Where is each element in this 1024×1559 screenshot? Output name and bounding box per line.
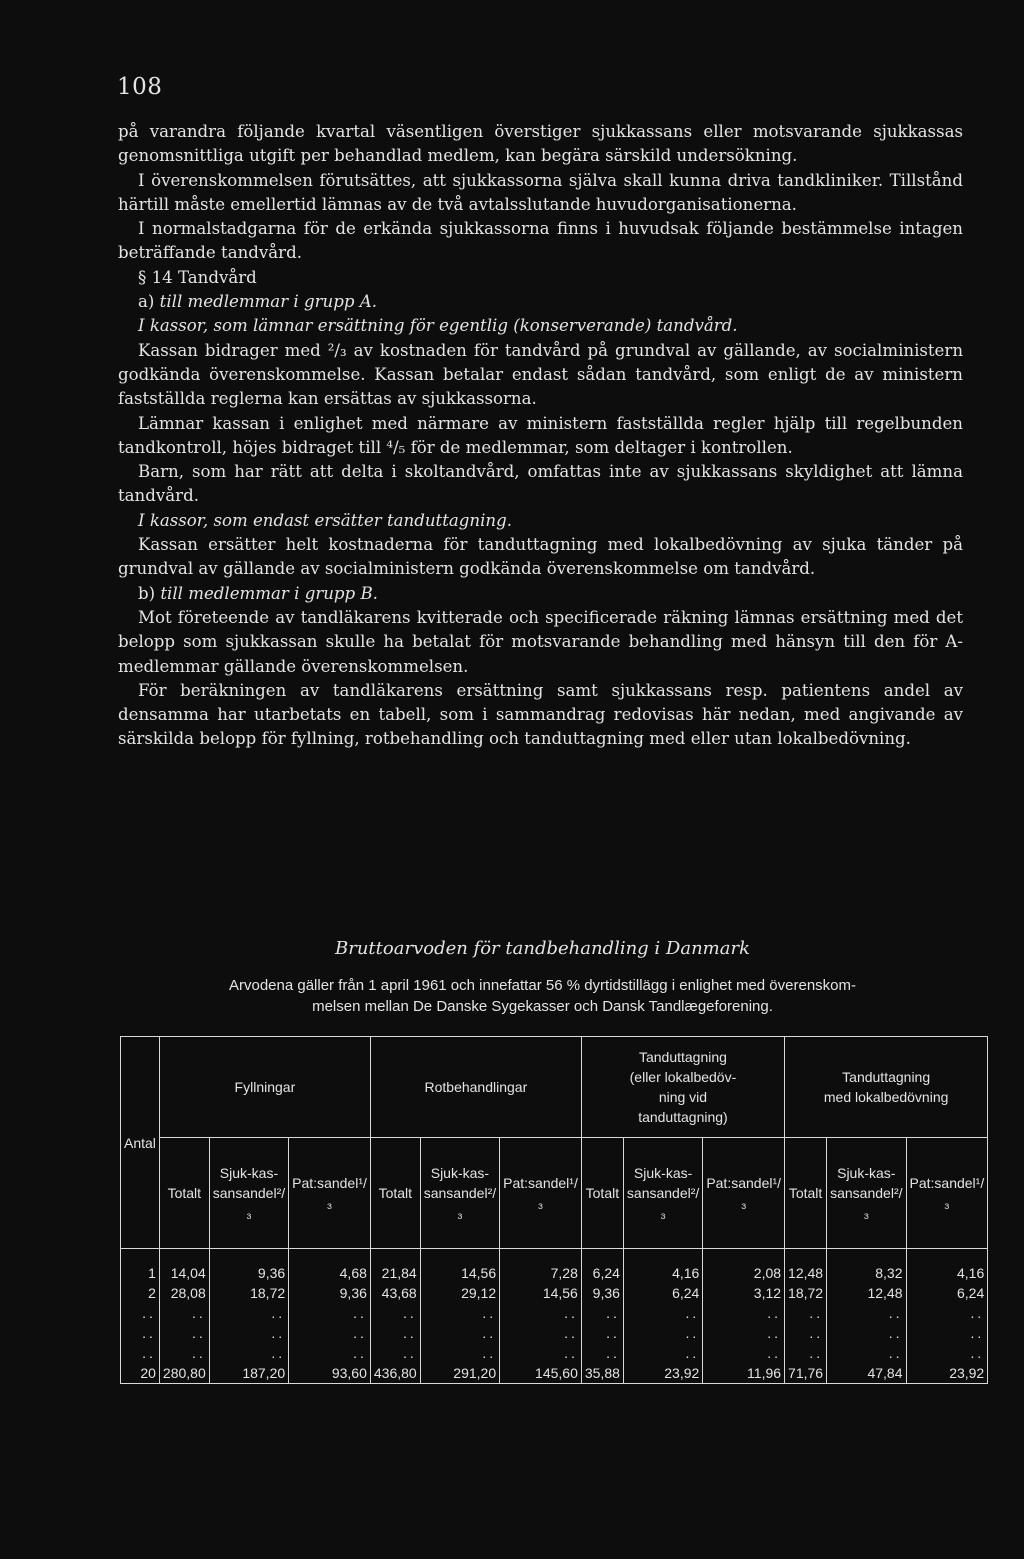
table-cell: 14,56 xyxy=(500,1283,582,1303)
table-row xyxy=(121,1363,988,1384)
table-cell: .. xyxy=(420,1343,499,1363)
paragraph: b) till medlemmar i grupp B. xyxy=(138,583,378,603)
header-line: ¹/₃ xyxy=(944,1175,985,1211)
table-cell: 11,96 xyxy=(703,1363,785,1384)
table-cell: 9,36 xyxy=(581,1283,623,1303)
table-cell: 14,04 xyxy=(159,1249,209,1284)
table-cell: 21,84 xyxy=(370,1249,420,1284)
header-line: sans xyxy=(212,1185,243,1201)
table-cell: 23,92 xyxy=(623,1363,702,1384)
table-cell: .. xyxy=(500,1323,582,1343)
antal-cell: 20 xyxy=(121,1363,160,1384)
table-cell: 4,68 xyxy=(289,1249,371,1284)
group-header-fyllningar xyxy=(159,1037,370,1138)
table-cell: 12,48 xyxy=(827,1283,906,1303)
header-line: andel xyxy=(453,1185,488,1201)
header-line: Tanduttagning xyxy=(638,1049,727,1065)
table-cell: .. xyxy=(209,1303,288,1323)
paragraph: Kassan ersätter helt kostnaderna för tanduttagning med lokalbedövning av sjuka tänder på grundval av gällande av socialministern godkända överenskommelse om tandvård. xyxy=(118,535,963,579)
header-line: Sjuk- xyxy=(837,1165,870,1181)
table-cell: 9,36 xyxy=(289,1283,371,1303)
subheader-sjukkassans-andel xyxy=(209,1138,288,1249)
paragraph: Lämnar kassan i enlighet med närmare av ministern fastställda regler hjälp till regelbunden tandkontroll, höjes bidraget till ⁴/₅ för de medlemmar, som deltager i kontrollen. xyxy=(118,413,963,457)
table-cell: .. xyxy=(581,1303,623,1323)
header-line: Pat:s xyxy=(909,1175,942,1191)
header-line: ¹/₃ xyxy=(326,1175,367,1211)
header-line: sans xyxy=(423,1185,454,1201)
table-cell: 43,68 xyxy=(370,1283,420,1303)
table-cell: .. xyxy=(827,1343,906,1363)
table-cell: .. xyxy=(159,1323,209,1343)
table-cell: 7,28 xyxy=(500,1249,582,1284)
table-cell: 71,76 xyxy=(785,1363,827,1384)
table-cell: .. xyxy=(289,1343,371,1363)
table-cell: 4,16 xyxy=(906,1249,988,1284)
table-cell: 18,72 xyxy=(785,1283,827,1303)
header-line: Sjuk- xyxy=(219,1165,252,1181)
subheader-sjukkassans-andel xyxy=(827,1138,906,1249)
table-cell: .. xyxy=(623,1303,702,1323)
header-line: ¹/₃ xyxy=(537,1175,578,1211)
table-cell: .. xyxy=(370,1323,420,1343)
table-cell: .. xyxy=(785,1343,827,1363)
header-line: Sjuk- xyxy=(430,1165,463,1181)
header-line: Rotbehandlingar xyxy=(424,1079,528,1095)
header-line: kas- xyxy=(869,1165,896,1181)
fee-note-line-1: Arvodena gäller från 1 april 1961 och innefattar 56 % dyrtidstillägg i enlighet med överenskom- xyxy=(228,977,857,994)
italic-heading: till medlemmar i grupp B. xyxy=(160,583,378,603)
paragraph: Mot företeende av tandläkarens kvitterade och specificerade räkning lämnas ersättning med det belopp som sjukkassan skulle ha betalat för motsvarande behandling med hänsyn till den för A-medlemmar gällande överenskommelsen. xyxy=(118,607,963,676)
header-line: andel xyxy=(859,1185,894,1201)
header-line: ¹/₃ xyxy=(740,1175,782,1211)
table-cell: 18,72 xyxy=(209,1283,288,1303)
subheader-totalt: Totalt xyxy=(785,1138,827,1249)
header-line: Fyllningar xyxy=(234,1079,296,1095)
table-cell: .. xyxy=(827,1303,906,1323)
table-cell: .. xyxy=(623,1323,702,1343)
table-row xyxy=(121,1323,988,1343)
header-line: Tanduttagning xyxy=(842,1069,931,1085)
table-cell: .. xyxy=(581,1323,623,1343)
subheader-sjukkassans-andel xyxy=(420,1138,499,1249)
fee-table xyxy=(120,1036,988,1384)
table-cell: 47,84 xyxy=(827,1363,906,1384)
table-cell: 3,12 xyxy=(703,1283,785,1303)
header-line: kas- xyxy=(251,1165,279,1181)
table-cell: .. xyxy=(827,1323,906,1343)
antal-cell: .. xyxy=(121,1303,160,1323)
subheader-totalt: Totalt xyxy=(159,1138,209,1249)
page-number: 108 xyxy=(117,74,163,100)
table-row xyxy=(121,1249,988,1284)
table-row xyxy=(121,1303,988,1323)
subheader-sjukkassans-andel xyxy=(623,1138,702,1249)
antal-cell: 2 xyxy=(121,1283,160,1303)
header-line: Pat:s xyxy=(706,1175,739,1191)
table-cell: 280,80 xyxy=(159,1363,209,1384)
table-cell: .. xyxy=(581,1343,623,1363)
header-line: andel xyxy=(324,1175,359,1191)
table-cell: .. xyxy=(500,1303,582,1323)
table-cell: 436,80 xyxy=(370,1363,420,1384)
paragraph: I kassor, som endast ersätter tanduttagning. xyxy=(138,510,512,530)
table-cell: .. xyxy=(289,1303,371,1323)
header-line: kas- xyxy=(665,1165,693,1181)
table-cell: .. xyxy=(703,1323,785,1343)
header-line: Pat:s xyxy=(503,1175,536,1191)
paragraph: I överenskommelsen förutsättes, att sjukkassorna själva skall kunna driva tandkliniker. Tillstånd härtill måste emellertid lämnas av de två avtalsslutande huvudorganisationerna. xyxy=(118,170,963,214)
header-line: andel xyxy=(242,1185,277,1201)
table-cell: .. xyxy=(370,1343,420,1363)
table-cell: 6,24 xyxy=(581,1249,623,1284)
fee-note-line-2: melsen mellan De Danske Sygekasser och Dansk Tandlægeforening. xyxy=(312,998,773,1015)
table-title: Bruttoarvoden för tandbehandling i Danmark xyxy=(335,938,750,959)
table-cell: .. xyxy=(703,1343,785,1363)
header-line: ²/₃ xyxy=(660,1185,700,1221)
italic-heading: till medlemmar i grupp A. xyxy=(159,292,377,312)
subheader-totalt: Totalt xyxy=(370,1138,420,1249)
table-cell: .. xyxy=(500,1343,582,1363)
table-cell: .. xyxy=(906,1323,988,1343)
header-line: ning vid xyxy=(658,1089,708,1105)
header-line: andel xyxy=(656,1185,691,1201)
header-line: ²/₃ xyxy=(863,1185,903,1221)
header-line: sans xyxy=(626,1185,657,1201)
paragraph: Barn, som har rätt att delta i skoltandvård, omfattas inte av sjukkassans skyldighet att lämna tandvård. xyxy=(118,462,963,506)
header-line: Pat:s xyxy=(292,1175,325,1191)
header-line: andel xyxy=(941,1175,976,1191)
header-line: Sjuk- xyxy=(633,1165,666,1181)
table-cell: .. xyxy=(159,1303,209,1323)
group-header-rotbehandlingar xyxy=(370,1037,581,1138)
paragraph: I normalstadgarna för de erkända sjukkassorna finns i huvudsak följande bestämmelse intagen beträffande tandvård. xyxy=(118,219,963,263)
table-cell: .. xyxy=(420,1303,499,1323)
table-cell: 93,60 xyxy=(289,1363,371,1384)
group-header-tanduttagning xyxy=(581,1037,784,1138)
antal-header: Antal xyxy=(121,1037,160,1249)
paragraph: a) till medlemmar i grupp A. xyxy=(138,292,377,312)
table-cell: 291,20 xyxy=(420,1363,499,1384)
header-line: ²/₃ xyxy=(246,1185,286,1221)
subheader-totalt: Totalt xyxy=(581,1138,623,1249)
body-text xyxy=(118,120,963,752)
table-cell: .. xyxy=(209,1343,288,1363)
table-cell: 145,60 xyxy=(500,1363,582,1384)
paragraph: Kassan bidrager med ²/₃ av kostnaden för tandvård på grundval av gällande, av socialministern godkända överenskommelse. Kassan betalar endast sådan tandvård, som enligt de av ministern fastställda reglerna kan ersättas av sjukkassorna. xyxy=(118,340,963,409)
table-cell: .. xyxy=(209,1323,288,1343)
subheader-patientens-andel xyxy=(703,1138,785,1249)
header-line: sans xyxy=(830,1185,860,1201)
table-cell: .. xyxy=(785,1303,827,1323)
fee-note xyxy=(120,975,965,1017)
table-cell: .. xyxy=(906,1303,988,1323)
subheader-patientens-andel xyxy=(289,1138,371,1249)
table-cell: 9,36 xyxy=(209,1249,288,1284)
table-cell: 28,08 xyxy=(159,1283,209,1303)
header-line: andel xyxy=(738,1175,773,1191)
subheader-patientens-andel xyxy=(906,1138,988,1249)
table-cell: .. xyxy=(289,1323,371,1343)
header-line: med lokalbedövning xyxy=(823,1089,949,1105)
paragraph: I kassor, som lämnar ersättning för egentlig (konserverande) tandvård. xyxy=(138,316,738,336)
subheader-patientens-andel xyxy=(500,1138,582,1249)
paragraph: på varandra följande kvartal väsentligen överstiger sjukkassans eller motsvarande sjukkassas genomsnittliga utgift per behandlad medlem, kan begära särskild undersökning. xyxy=(118,122,963,166)
paragraph: För beräkningen av tandläkarens ersättning samt sjukkassans resp. patientens andel av densamma har utarbetats en tabell, som i sammandrag redovisas här nedan, med angivande av särskilda belopp för fyllning, rotbehandling och tanduttagning med eller utan lokalbedövning. xyxy=(118,680,963,749)
table-cell: 187,20 xyxy=(209,1363,288,1384)
table-cell: 14,56 xyxy=(420,1249,499,1284)
table-row xyxy=(121,1283,988,1303)
table-cell: .. xyxy=(785,1323,827,1343)
header-line: (eller lokalbedöv- xyxy=(629,1069,737,1085)
table-cell: .. xyxy=(370,1303,420,1323)
table-cell: 29,12 xyxy=(420,1283,499,1303)
header-line: andel xyxy=(535,1175,570,1191)
table-cell: .. xyxy=(703,1303,785,1323)
antal-cell: .. xyxy=(121,1323,160,1343)
table-cell: 35,88 xyxy=(581,1363,623,1384)
header-line: ²/₃ xyxy=(457,1185,497,1221)
table-cell: 6,24 xyxy=(906,1283,988,1303)
table-cell: .. xyxy=(159,1343,209,1363)
table-cell: .. xyxy=(420,1323,499,1343)
table-cell: 8,32 xyxy=(827,1249,906,1284)
table-cell: .. xyxy=(906,1343,988,1363)
header-line: kas- xyxy=(462,1165,490,1181)
table-cell: 4,16 xyxy=(623,1249,702,1284)
table-cell: 2,08 xyxy=(703,1249,785,1284)
group-header-tanduttagning-lokal xyxy=(785,1037,988,1138)
table-cell: .. xyxy=(623,1343,702,1363)
paragraph: § 14 Tandvård xyxy=(138,267,257,287)
header-line: tanduttagning) xyxy=(638,1109,728,1125)
antal-cell: 1 xyxy=(121,1249,160,1284)
table-cell: 23,92 xyxy=(906,1363,988,1384)
table-cell: 6,24 xyxy=(623,1283,702,1303)
table-cell: 12,48 xyxy=(785,1249,827,1284)
table-row xyxy=(121,1343,988,1363)
antal-cell: .. xyxy=(121,1343,160,1363)
